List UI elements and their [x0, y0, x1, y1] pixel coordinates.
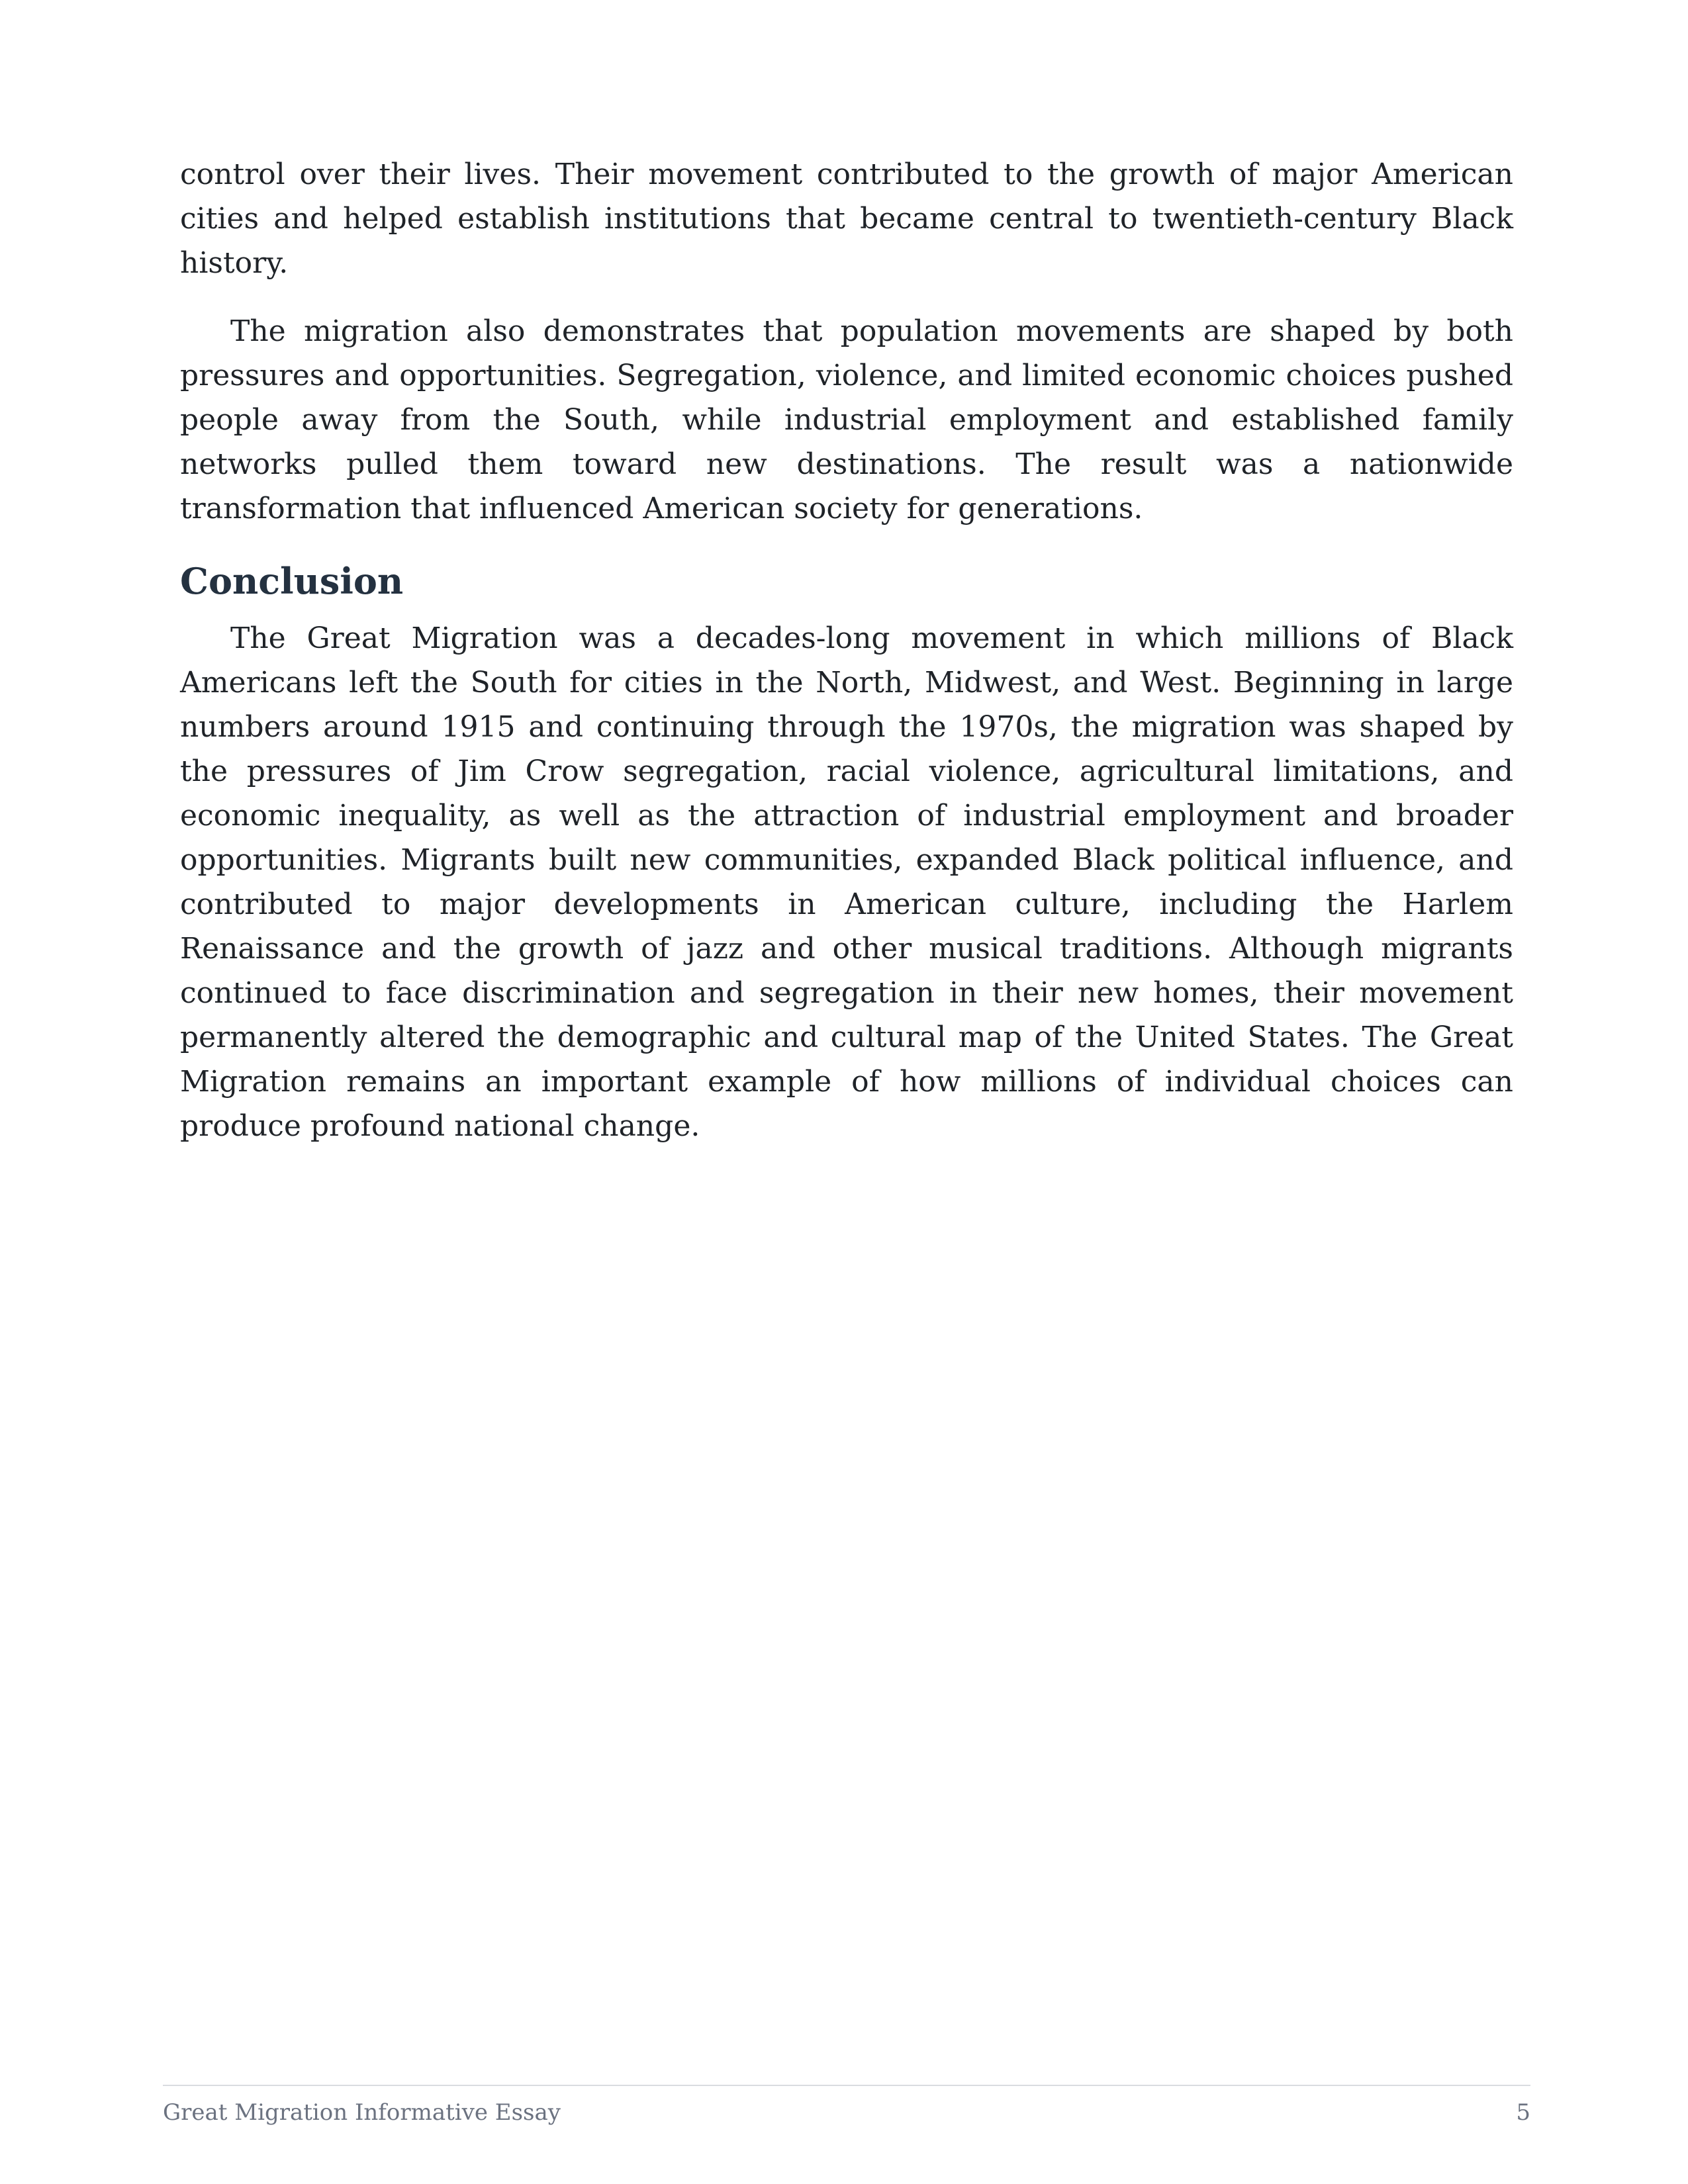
continued-paragraph: control over their lives. Their movement contributed to the growth of major American cities and helped establish institutions that became central to twentieth-century Black history. — [180, 158, 1513, 280]
footer-divider — [163, 2085, 1530, 2086]
conclusion-heading: Conclusion — [180, 560, 404, 602]
footer-document-title: Great Migration Informative Essay — [163, 2099, 561, 2126]
footer-page-number: 5 — [1516, 2099, 1530, 2126]
body-paragraph: The migration also demonstrates that population movements are shaped by both pressures and opportunities. Segregation, violence, and limited economic choices pushed people away from the South, while industrial employment and established family networks pulled them toward new destinations. The result was a nationwide transformation that influenced American society for generations. — [180, 314, 1513, 525]
conclusion-paragraph: The Great Migration was a decades-long movement in which millions of Black Americans left the South for cities in the North, Midwest, and West. Beginning in large numbers around 1915 and continuing through the 1970s, the migration was shaped by the pressures of Jim Crow segregation, racial violence, agricultural limitations, and economic inequality, as well as the attraction of industrial employment and broader opportunities. Migrants built new communities, expanded Black political influence, and contributed to major developments in American culture, including the Harlem Renaissance and the growth of jazz and other musical traditions. Although migrants continued to face discrimination and segregation in their new homes, their movement permanently altered the demographic and cultural map of the United States. The Great Migration remains an important example of how millions of individual choices can produce profound national change. — [180, 621, 1513, 1143]
page-content — [180, 152, 1513, 1172]
